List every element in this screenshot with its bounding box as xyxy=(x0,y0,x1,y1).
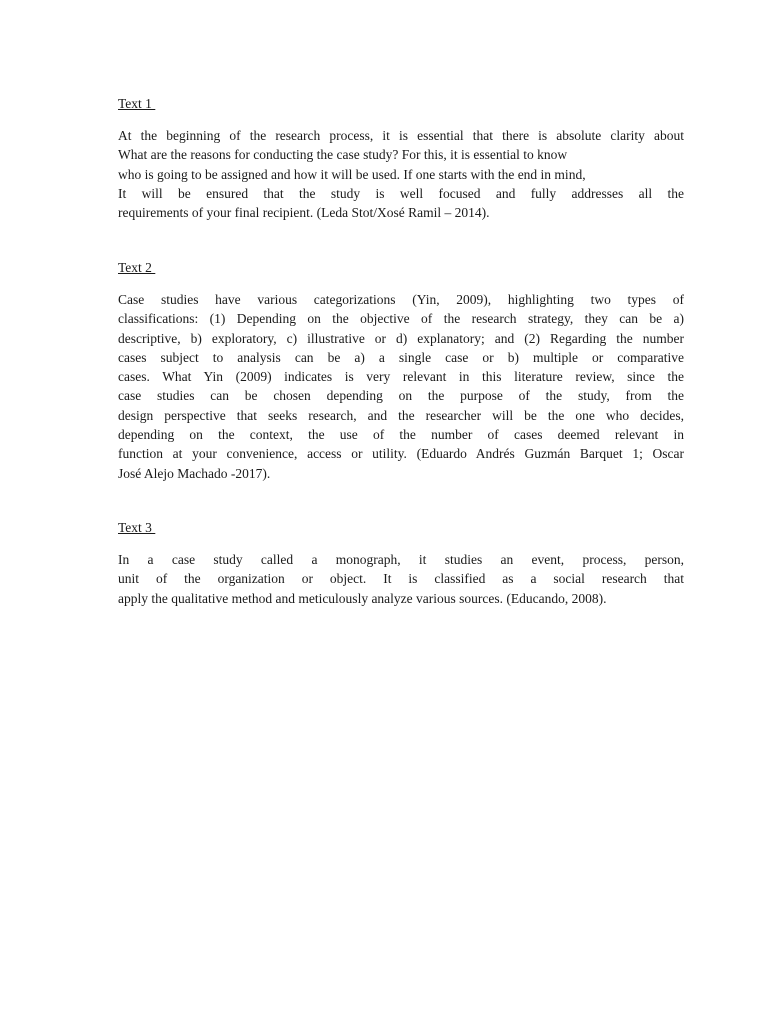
paragraph-line: cases subject to analysis can be a) a single case or b) multiple or comparative xyxy=(118,349,684,365)
paragraph-line: cases. What Yin (2009) indicates is very relevant in this literature review, since the xyxy=(118,369,684,385)
paragraph-line: apply the qualitative method and meticulously analyze various sources. (Educando, 2008). xyxy=(118,590,607,606)
paragraph-line: unit of the organization or object. It is classified as a social research that xyxy=(118,571,684,587)
section-heading: Text 1 xyxy=(118,96,156,111)
paragraph-line: classifications: (1) Depending on the objective of the research strategy, they can be a) xyxy=(118,311,684,327)
paragraph-line: It will be ensured that the study is well focused and fully addresses all the xyxy=(118,185,684,201)
section-paragraph xyxy=(118,290,684,483)
text-section-1 xyxy=(118,96,684,222)
paragraph-line: In a case study called a monograph, it studies an event, process, person, xyxy=(118,552,684,567)
paragraph-line: design perspective that seeks research, and the researcher will be the one who decides, xyxy=(118,407,684,423)
paragraph-line: José Alejo Machado -2017). xyxy=(118,465,271,481)
paragraph-line: What are the reasons for conducting the case study? For this, it is essential to know xyxy=(118,147,568,163)
paragraph-line: depending on the context, the use of the number of cases deemed relevant in xyxy=(118,427,684,443)
section-heading: Text 2 xyxy=(118,260,156,275)
text-section-2 xyxy=(118,260,684,483)
section-paragraph xyxy=(118,550,684,608)
paragraph-line: function at your convenience, access or utility. (Eduardo Andrés Guzmán Barquet 1; Oscar xyxy=(118,446,684,462)
section-heading: Text 3 xyxy=(118,520,156,535)
paragraph-line: who is going to be assigned and how it will be used. If one starts with the end in mind, xyxy=(118,166,586,182)
section-paragraph xyxy=(118,126,684,222)
paragraph-line: Case studies have various categorizations (Yin, 2009), highlighting two types of xyxy=(118,292,684,307)
paragraph-line: descriptive, b) exploratory, c) illustrative or d) explanatory; and (2) Regarding the number xyxy=(118,330,684,346)
paragraph-line: case studies can be chosen depending on the purpose of the study, from the xyxy=(118,388,684,404)
paragraph-line: At the beginning of the research process, it is essential that there is absolute clarity about xyxy=(118,128,684,143)
paragraph-line: requirements of your final recipient. (Leda Stot/Xosé Ramil – 2014). xyxy=(118,205,490,221)
text-section-3 xyxy=(118,520,684,608)
